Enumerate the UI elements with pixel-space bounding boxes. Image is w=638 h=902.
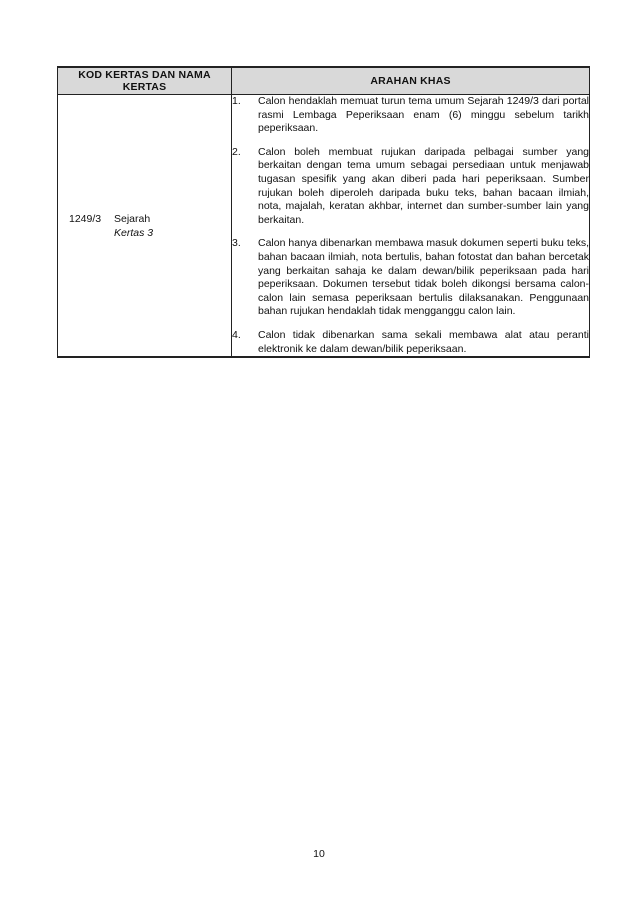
instruction-text: Calon boleh membuat rujukan daripada pelbagai sumber yang berkaitan dengan tema umum sebagai persediaan untuk menjawab tugasan spesifik yang akan diberi pada hari peperiksaan. Sumber rujukan boleh diperoleh daripada buku teks, bahan bacaan ilmiah, nota, majalah, keratan akhbar, internet dan sumber-sumber lain yang berkaitan. [258, 145, 589, 226]
instruction-number: 4. [232, 328, 241, 341]
paper-number: Kertas 3 [114, 226, 154, 239]
header-arahan-khas: ARAHAN KHAS [232, 67, 590, 95]
list-item [232, 95, 589, 136]
list-item [232, 329, 589, 356]
table-header-row [58, 67, 590, 95]
instruction-text: Calon hanya dibenarkan membawa masuk dokumen seperti buku teks, bahan bacaan ilmiah, nota bertulis, bahan fotostat dan bahan bercetak yang berkaitan sahaja ke dalam dewan/bilik peperiksaan pada hari peperiksaan. Dokumen tersebut tidak boleh dikongsi bersama calon-calon lain semasa peperiksaan bertulis dilaksanakan. Penggunaan bahan rujukan hendaklah tidak mengganggu calon lain. [258, 237, 589, 318]
instruction-text: Calon hendaklah memuat turun tema umum Sejarah 1249/3 dari portal rasmi Lembaga Peperiksaan enam (6) minggu sebelum tarikh peperiksaan. [258, 95, 589, 135]
list-item [232, 237, 589, 319]
instruction-number: 2. [232, 145, 241, 158]
instruction-list [232, 95, 589, 356]
list-item [232, 146, 589, 228]
instructions-cell [232, 95, 590, 358]
instructions-table [57, 66, 590, 358]
header-kod-kertas: KOD KERTAS DAN NAMA KERTAS [58, 67, 232, 95]
instruction-text: Calon tidak dibenarkan sama sekali membawa alat atau peranti elektronik ke dalam dewan/bilik peperiksaan. [258, 328, 589, 355]
paper-code-cell [58, 95, 232, 358]
page-number: 10 [313, 848, 325, 860]
instruction-number: 1. [232, 95, 241, 107]
table-row [58, 95, 590, 358]
instruction-number: 3. [232, 237, 241, 250]
paper-code: 1249/3 [69, 212, 102, 225]
paper-subject: Sejarah [114, 212, 151, 225]
